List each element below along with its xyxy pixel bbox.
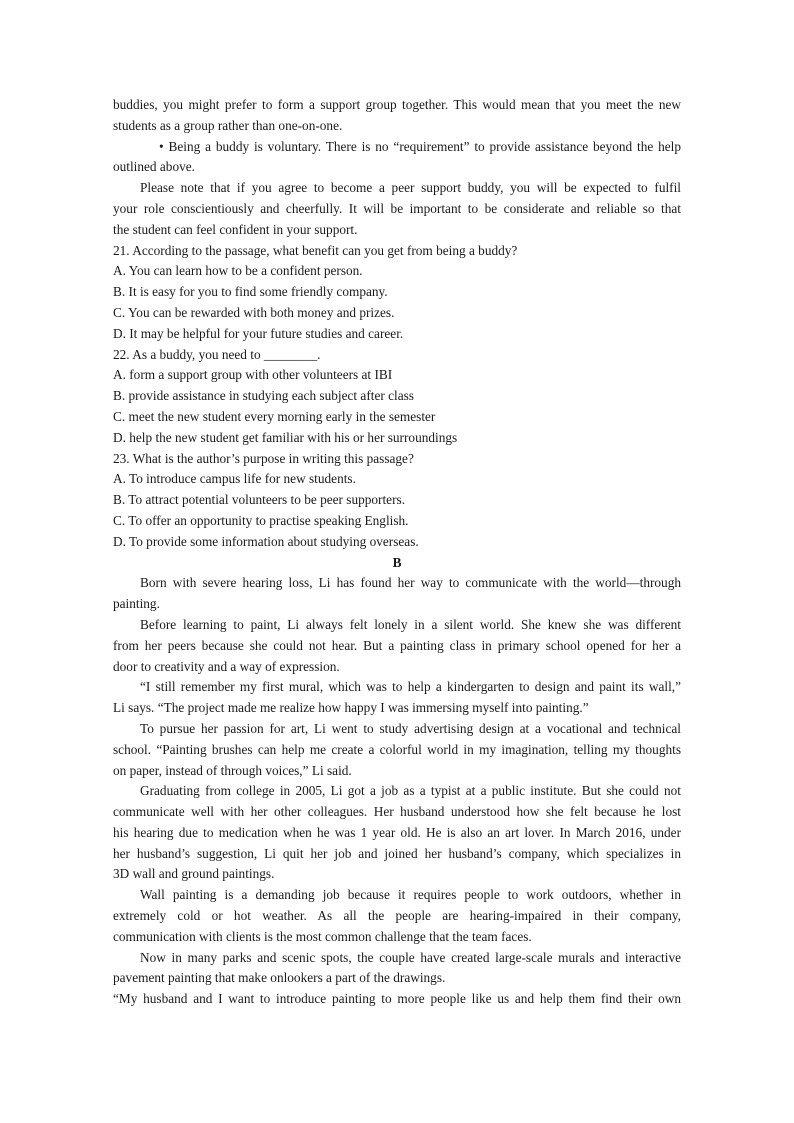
text-line: from her peers because she could not hear. But a painting class in primary school opened for her a [113,637,681,653]
text-line: buddies, you might prefer to form a support group together. This would mean that you meet the new [113,97,681,112]
text-line: her husband’s suggestion, Li quit her job and joined her husband’s company, which specializes in [113,845,681,861]
section-b-paragraph [113,781,681,885]
question-22 [113,345,681,449]
section-b-paragraph [113,719,681,781]
text-line: 3D wall and ground paintings. [113,866,275,882]
text-line: Li says. “The project made me realize how happy I was immersing myself into painting.” [113,700,589,716]
answer-option: B. To attract potential volunteers to be peer supporters. [113,492,406,508]
answer-option: A. form a support group with other volunteers at IBI [113,367,393,383]
answer-option: D. It may be helpful for your future studies and career. [113,325,404,341]
answer-option: C. meet the new student every morning early in the semester [113,408,436,424]
text-line: Graduating from college in 2005, Li got a job as a typist at a public institute. But she could not [140,783,681,799]
text-line: Please note that if you agree to become a peer support buddy, you will be expected to fulfil [140,180,681,196]
answer-option: D. To provide some information about studying overseas. [113,533,419,549]
intro-paragraph [113,95,681,137]
question-stem: 23. What is the author’s purpose in writing this passage? [113,450,414,466]
bullet-paragraph [113,137,681,179]
document-page [113,95,681,1010]
section-b-paragraph [113,677,681,719]
text-line: painting. [113,596,160,612]
answer-option: B. It is easy for you to find some friendly company. [113,284,388,300]
answer-option: C. You can be rewarded with both money and prizes. [113,304,395,320]
text-line: extremely cold or hot weather. As all the people are hearing-impaired in their company, [113,908,681,924]
answer-option: C. To offer an opportunity to practise speaking English. [113,512,409,528]
text-line: Born with severe hearing loss, Li has found her way to communicate with the world—through [140,575,681,591]
section-b-paragraph [113,573,681,615]
text-line: door to creativity and a way of expression. [113,658,340,674]
text-line: communicate well with her other colleagues. Her husband understood how she felt because he lost [113,804,681,820]
answer-option: B. provide assistance in studying each subject after class [113,388,414,404]
section-b-paragraph [113,948,681,990]
text-line: communication with clients is the most common challenge that the team faces. [113,928,532,944]
text-line: “I still remember my first mural, which was to help a kindergarten to design and paint its wall,” [140,679,681,695]
text-line: To pursue her passion for art, Li went to study advertising design at a vocational and technical [140,720,681,736]
text-line: students as a group rather than one-on-one. [113,117,343,133]
text-line: pavement painting that make onlookers a part of the drawings. [113,970,446,986]
text-line: Wall painting is a demanding job because it requires people to work outdoors, whether in [140,887,681,903]
answer-option: A. To introduce campus life for new students. [113,471,356,487]
question-21 [113,241,681,345]
section-b-paragraph [113,615,681,677]
text-line: Now in many parks and scenic spots, the couple have created large-scale murals and interactive [140,949,681,965]
question-stem: 22. As a buddy, you need to ________. [113,346,321,362]
section-b-paragraph [113,885,681,947]
answer-option: D. help the new student get familiar with his or her surroundings [113,429,458,445]
question-23 [113,449,681,553]
text-line: the student can feel confident in your support. [113,221,358,237]
text-line: his hearing due to medication when he was 1 year old. He is also an art lover. In March 2016, under [113,824,681,840]
bullet-line: • Being a buddy is voluntary. There is no “requirement” to provide assistance beyond the help [159,138,681,154]
answer-option: A. You can learn how to be a confident person. [113,263,363,279]
text-line: your role conscientiously and cheerfully. It will be important to be considerate and reliable so that [113,200,681,216]
text-line: Before learning to paint, Li always felt lonely in a silent world. She knew she was different [140,616,681,632]
question-stem: 21. According to the passage, what benefit can you get from being a buddy? [113,242,518,258]
text-line: outlined above. [113,159,195,175]
section-heading: B [392,554,402,570]
closing-line: “My husband and I want to introduce painting to more people like us and help them find their own [113,991,681,1007]
note-paragraph [113,178,681,240]
text-line: school. “Painting brushes can help me create a colorful world in my imagination, telling my thoughts [113,741,681,757]
text-line: on paper, instead of through voices,” Li said. [113,762,352,778]
